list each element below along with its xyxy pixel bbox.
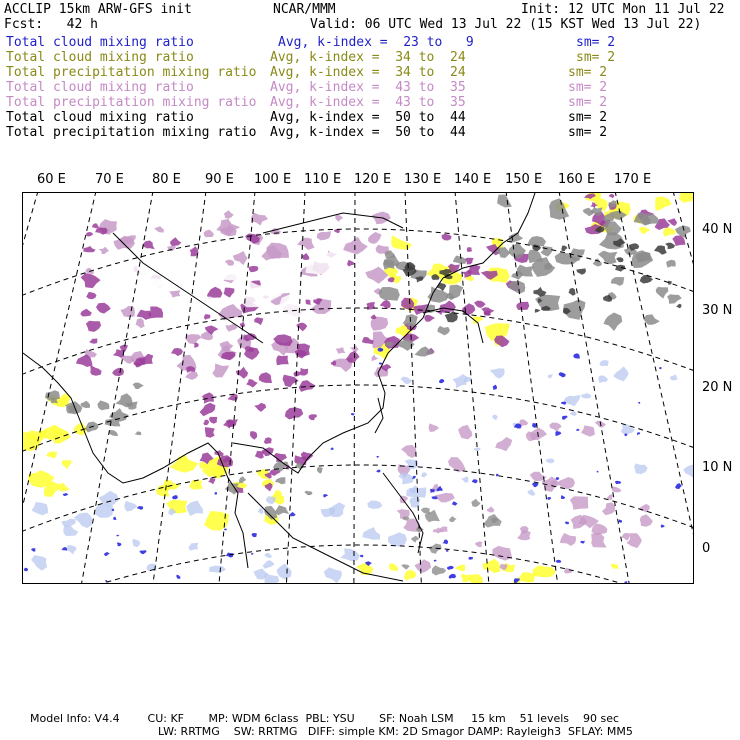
legend-smoothing: sm= 2 [568, 95, 608, 110]
lon-label: 70 E [95, 172, 124, 187]
lon-label: 150 E [505, 172, 543, 187]
legend-kindex: Avg, k-index = 43 to 35 [270, 80, 466, 95]
legend-field: Total precipitation mixing ratio [6, 95, 257, 110]
legend-kindex: Avg, k-index = 23 to 9 [278, 35, 474, 50]
legend-kindex: Avg, k-index = 43 to 35 [270, 95, 466, 110]
institution-label: NCAR/MMM [273, 2, 336, 17]
forecast-hour: Fcst: 42 h [4, 17, 98, 32]
lon-label: 90 E [205, 172, 234, 187]
legend-kindex: Avg, k-index = 50 to 44 [270, 110, 466, 125]
lon-label: 160 E [558, 172, 596, 187]
map-canvas [23, 193, 693, 583]
model-info-line2: LW: RRTMG SW: RRTMG DIFF: simple KM: 2D Smagor DAMP: Rayleigh3 SFLAY: MM5 [158, 725, 633, 738]
lon-label: 120 E [354, 172, 392, 187]
legend-smoothing: sm= 2 [576, 50, 616, 65]
model-title: ACCLIP 15km ARW-GFS init [4, 2, 192, 17]
legend-smoothing: sm= 2 [568, 110, 608, 125]
legend-smoothing: sm= 2 [576, 35, 616, 50]
purple-field-patch [297, 344, 310, 357]
legend-field: Total cloud mixing ratio [6, 80, 194, 95]
lon-label: 80 E [152, 172, 181, 187]
purple-field-patch [276, 355, 288, 365]
valid-time: Valid: 06 UTC Wed 13 Jul 22 (15 KST Wed 13 Jul 22) [310, 17, 702, 32]
lat-label: 0 [702, 541, 711, 556]
legend-smoothing: sm= 2 [568, 80, 608, 95]
legend-field: Total cloud mixing ratio [6, 35, 194, 50]
lat-label: 20 N [702, 380, 733, 395]
lat-label: 40 N [702, 222, 733, 237]
lat-label: 10 N [702, 460, 733, 475]
lon-label: 170 E [614, 172, 652, 187]
legend-field: Total cloud mixing ratio [6, 50, 194, 65]
map-panel [22, 192, 694, 584]
legend-field: Total cloud mixing ratio [6, 110, 194, 125]
lon-label: 130 E [404, 172, 442, 187]
lon-label: 110 E [304, 172, 342, 187]
model-info-line1: Model Info: V4.4 CU: KF MP: WDM 6class PBL: YSU SF: Noah LSM 15 km 51 levels 90 sec [30, 712, 620, 725]
lat-label: 30 N [702, 303, 733, 318]
legend-field: Total precipitation mixing ratio [6, 125, 257, 140]
init-time: Init: 12 UTC Mon 11 Jul 22 [521, 2, 725, 17]
legend-field: Total precipitation mixing ratio [6, 65, 257, 80]
legend-smoothing: sm= 2 [568, 65, 608, 80]
lon-label: 140 E [454, 172, 492, 187]
purple-field-patch [467, 247, 473, 252]
lon-label: 60 E [37, 172, 66, 187]
lon-label: 100 E [254, 172, 292, 187]
legend-kindex: Avg, k-index = 50 to 44 [270, 125, 466, 140]
legend-kindex: Avg, k-index = 34 to 24 [270, 65, 466, 80]
legend-kindex: Avg, k-index = 34 to 24 [270, 50, 466, 65]
legend-smoothing: sm= 2 [568, 125, 608, 140]
